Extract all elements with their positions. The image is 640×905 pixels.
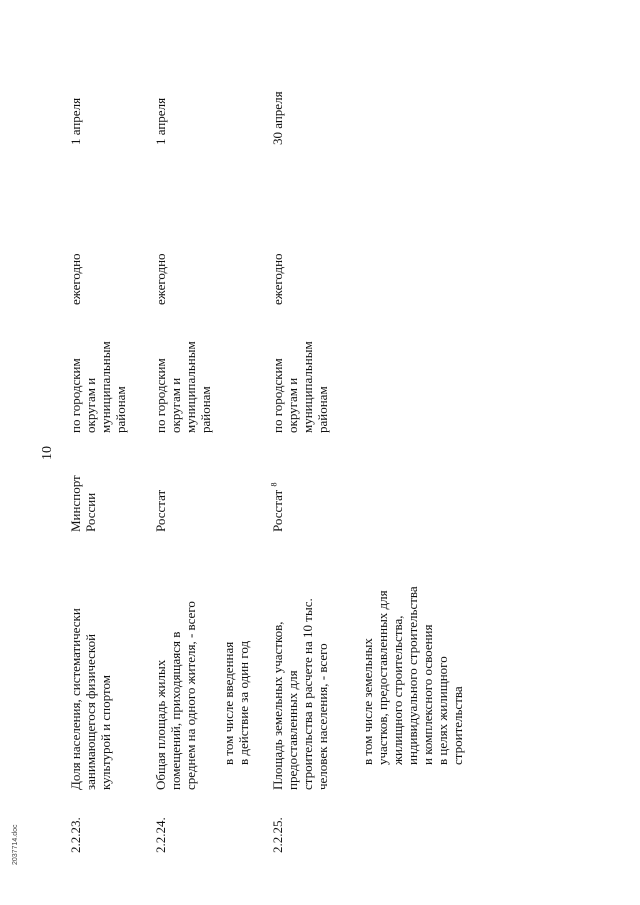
frequency: ежегодно: [153, 253, 168, 305]
agency-name: Минспорт России: [68, 475, 98, 532]
agency-name: Росстат: [153, 489, 168, 532]
deadline-date: 30 апреля: [270, 91, 285, 145]
indicator-subitem: в том числе земельных участков, предоставленных для жилищного строительства, индивидуального строительства и комплексного освоения в целях жилищного строительства: [360, 586, 465, 765]
indicator-name: Площадь земельных участков, предоставленных для строительства в расчете на 10 тыс. человек населения, - всего: [270, 598, 330, 790]
indicator-subitem: в том числе введенная в действие за один год: [221, 640, 251, 765]
page-number: 10: [40, 446, 55, 460]
breakdown-level: по городским округам и муниципальным районам: [153, 341, 213, 433]
indicator-name: Общая площадь жилых помещений, приходящаяся в среднем на одного жителя, - всего: [153, 601, 198, 790]
deadline-date: 1 апреля: [153, 97, 168, 145]
responsible-agency: [68, 437, 98, 532]
row-number: 2.2.23.: [68, 817, 83, 853]
breakdown-level: по городским округам и муниципальным районам: [270, 341, 330, 433]
document-code: 2037714.doc: [12, 824, 19, 865]
indicator-name: Доля населения, систематически занимающегося физической культурой и спортом: [68, 608, 113, 790]
responsible-agency: [153, 437, 168, 532]
frequency: ежегодно: [68, 253, 83, 305]
breakdown-level: по городским округам и муниципальным районам: [68, 341, 128, 433]
responsible-agency: [270, 437, 285, 532]
footnote-marker: 8: [269, 482, 279, 487]
row-number: 2.2.25.: [270, 817, 285, 853]
deadline-date: 1 апреля: [68, 97, 83, 145]
frequency: ежегодно: [270, 253, 285, 305]
agency-name: Росстат: [270, 489, 285, 532]
row-number: 2.2.24.: [153, 817, 168, 853]
